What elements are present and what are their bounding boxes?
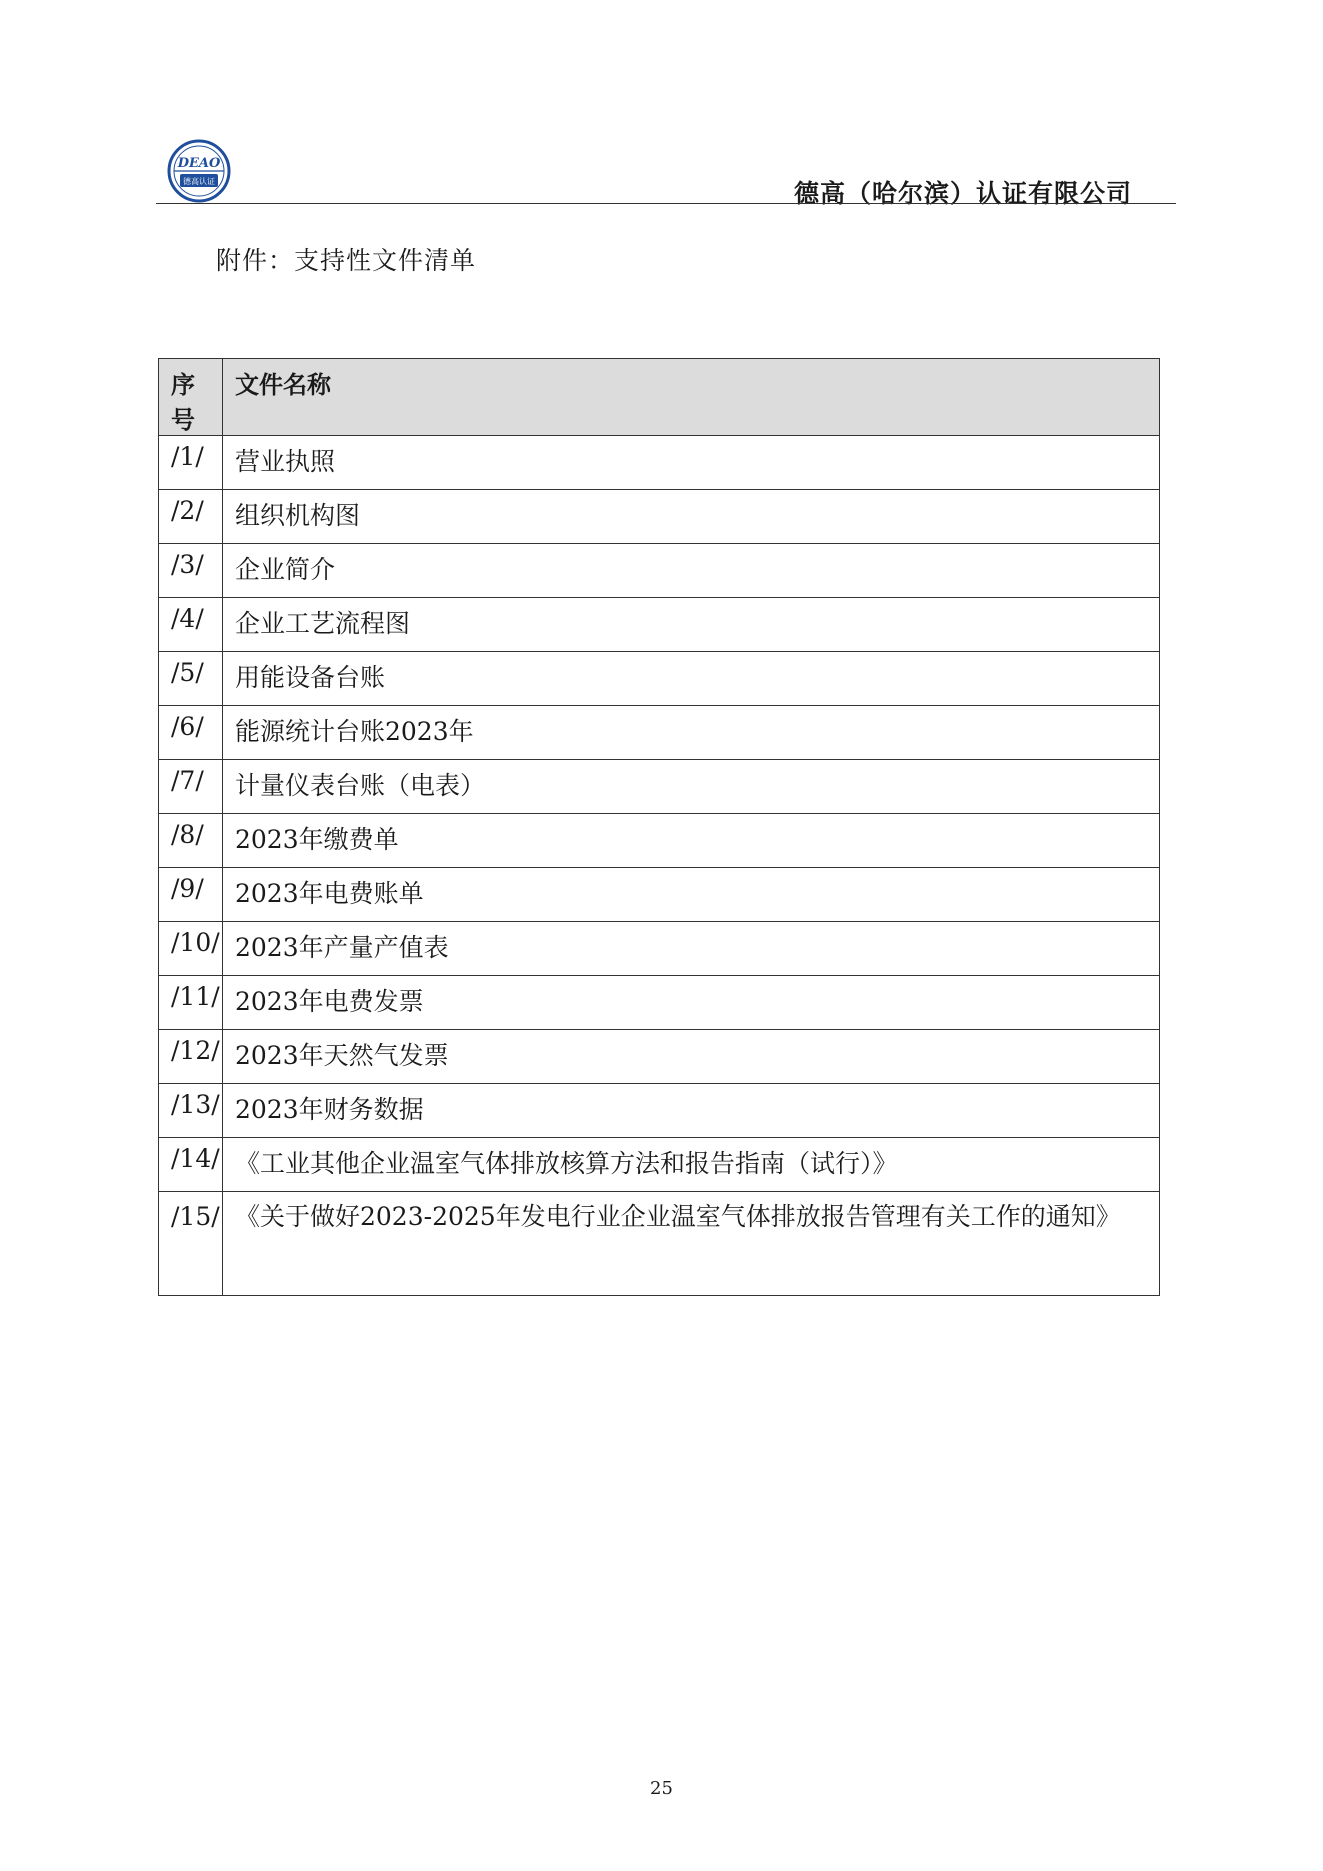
row-number: /14/ [159,1138,223,1192]
row-number: /1/ [159,436,223,490]
table-row [159,706,1160,760]
row-number: /9/ [159,868,223,922]
row-number: /10/ [159,922,223,976]
table-row [159,490,1160,544]
row-file-name: 2023年缴费单 [223,814,1160,868]
row-number: /5/ [159,652,223,706]
row-file-name: 计量仪表台账（电表） [223,760,1160,814]
table-row [159,1084,1160,1138]
header-file-name: 文件名称 [223,359,1160,436]
row-file-name: 用能设备台账 [223,652,1160,706]
table-row [159,922,1160,976]
row-file-name: 企业工艺流程图 [223,598,1160,652]
row-file-name: 能源统计台账2023年 [223,706,1160,760]
table-row [159,976,1160,1030]
row-file-name: 2023年产量产值表 [223,922,1160,976]
row-file-name: 《关于做好2023-2025年发电行业企业温室气体排放报告管理有关工作的通知》 [223,1192,1160,1296]
row-file-name: 《工业其他企业温室气体排放核算方法和报告指南（试行）》 [223,1138,1160,1192]
table-row [159,1030,1160,1084]
page-header [156,132,1176,208]
row-file-name: 2023年财务数据 [223,1084,1160,1138]
row-file-name: 企业简介 [223,544,1160,598]
table-row [159,760,1160,814]
row-number: /3/ [159,544,223,598]
row-file-name: 2023年电费账单 [223,868,1160,922]
row-number: /12/ [159,1030,223,1084]
table-row [159,652,1160,706]
table-row [159,868,1160,922]
header-serial-number: 序号 [159,359,223,436]
row-file-name: 2023年天然气发票 [223,1030,1160,1084]
company-name: 德高（哈尔滨）认证有限公司 [793,179,1132,208]
table-header-row [159,359,1160,436]
logo-text: DEAO [177,156,221,171]
row-number: /7/ [159,760,223,814]
attachment-title: 附件：支持性文件清单 [216,246,477,275]
row-number: /15/ [159,1192,223,1296]
supporting-documents-table [158,358,1160,1296]
page-number: 25 [650,1778,673,1799]
table-row [159,598,1160,652]
table-row [159,1138,1160,1192]
row-number: /2/ [159,490,223,544]
logo-subtext: 德高认证 [183,177,215,186]
table-row [159,814,1160,868]
table-row [159,1192,1160,1296]
row-number: /4/ [159,598,223,652]
row-file-name: 组织机构图 [223,490,1160,544]
row-file-name: 2023年电费发票 [223,976,1160,1030]
row-number: /13/ [159,1084,223,1138]
header-divider [156,203,1176,204]
row-number: /8/ [159,814,223,868]
table-row [159,436,1160,490]
row-number: /6/ [159,706,223,760]
row-file-name: 营业执照 [223,436,1160,490]
row-number: /11/ [159,976,223,1030]
company-logo [166,138,232,204]
table-row [159,544,1160,598]
